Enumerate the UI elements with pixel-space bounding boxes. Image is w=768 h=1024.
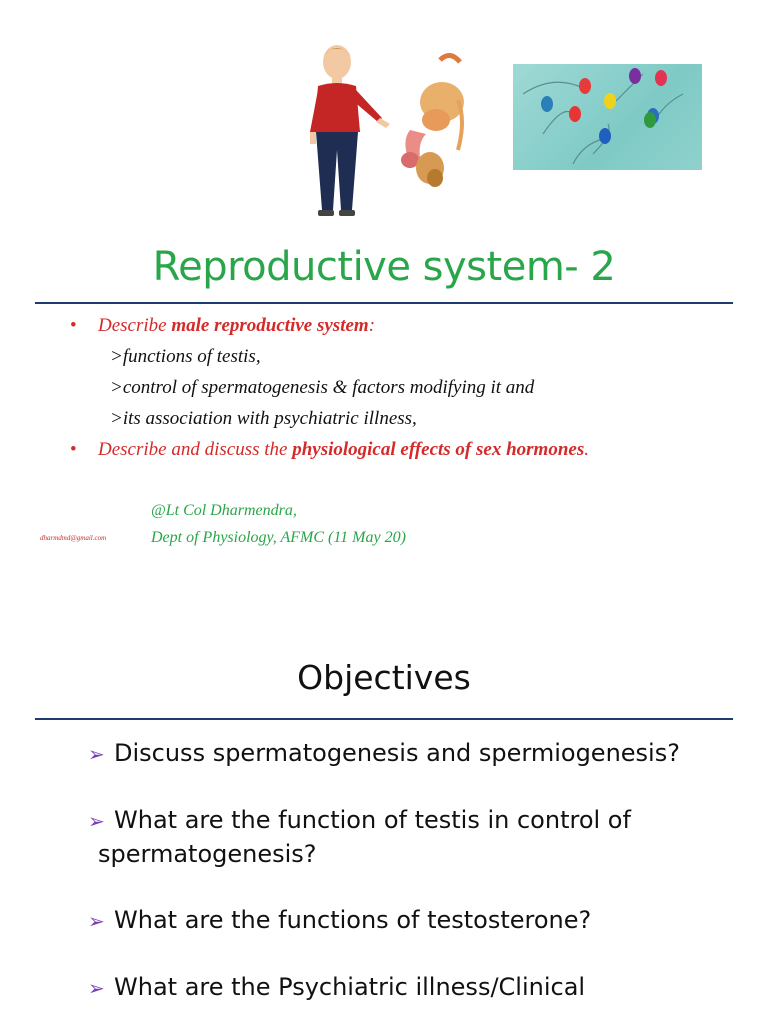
arrow-bullet-icon: ➢: [88, 742, 105, 766]
objective-item: ➢ What are the function of testis in control of spermatogenesis?: [88, 806, 631, 868]
man-head: [323, 45, 351, 79]
learning-objectives-list: [70, 310, 750, 465]
bullet-marker: •: [70, 315, 77, 336]
slide-title: Reproductive system- 2: [152, 244, 616, 290]
title-divider: [35, 302, 733, 304]
objective-item: ➢ What are the functions of testosterone?: [88, 904, 728, 938]
author-block: [151, 497, 406, 551]
author-department: Dept of Physiology, AFMC (11 May 20): [151, 529, 406, 546]
slide-2: [0, 612, 768, 1024]
author-name: @Lt Col Dharmendra,: [151, 502, 297, 519]
sub-item: >functions of testis,: [110, 346, 261, 367]
objective-item: ➢ What are the Psychiatric illness/Clinical: [88, 971, 728, 1005]
arrow-bullet-icon: ➢: [88, 809, 105, 833]
sperm-figures-photo: [513, 64, 702, 170]
bullet-item: • Describe and discuss the physiological effects of sex hormones.: [70, 434, 750, 465]
objectives-list: [88, 737, 728, 1024]
bullet-item: • Describe male reproductive system:: [70, 310, 750, 341]
objectives-title: Objectives: [297, 658, 471, 697]
objective-item: ➢ Discuss spermatogenesis and spermiogenesis?: [88, 737, 728, 771]
objectives-divider: [35, 718, 733, 720]
author-email: dharmdmd@gmail.com: [40, 534, 107, 542]
arrow-bullet-icon: ➢: [88, 909, 105, 933]
bullet-marker: •: [70, 439, 77, 460]
sub-item: >control of spermatogenesis & factors modifying it and: [110, 377, 535, 398]
arrow-bullet-icon: ➢: [88, 976, 105, 1000]
cartoon-man-illustration: [290, 40, 480, 225]
sub-item: >its association with psychiatric illness,: [110, 408, 417, 429]
